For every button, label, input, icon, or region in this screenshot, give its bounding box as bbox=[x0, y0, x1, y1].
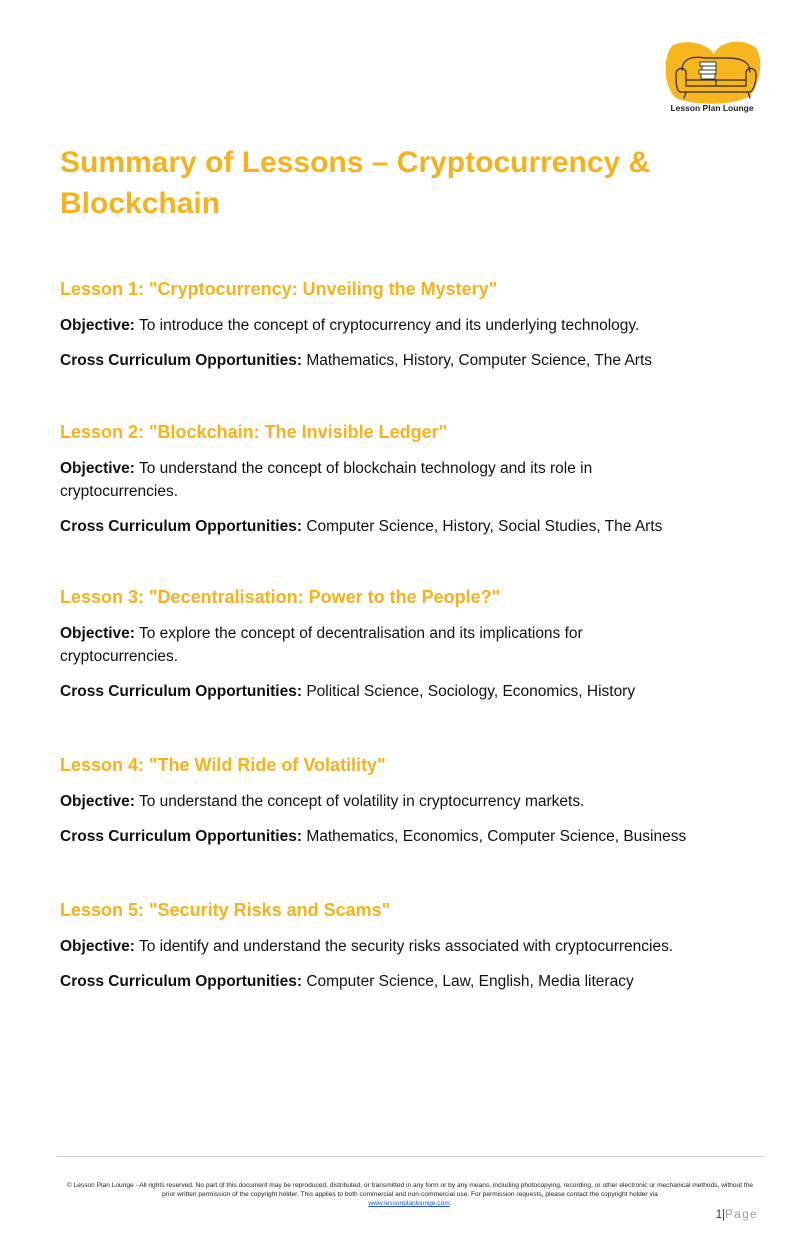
cross-text: Mathematics, Economics, Computer Science, Business bbox=[306, 828, 687, 845]
lesson-title: Lesson 4: "The Wild Ride of Volatility" bbox=[60, 755, 386, 775]
cross-text: Computer Science, History, Social Studies, The Arts bbox=[306, 518, 663, 535]
lesson-objective bbox=[60, 457, 700, 503]
objective-text: To understand the concept of blockchain technology and its role in cryptocurrencies. bbox=[60, 460, 593, 500]
logo-text: Lesson Plan Lounge bbox=[670, 103, 754, 113]
lesson-objective bbox=[60, 935, 700, 958]
cross-text: Computer Science, Law, English, Media literacy bbox=[306, 973, 634, 990]
objective-label: Objective: bbox=[60, 938, 135, 955]
cross-label: Cross Curriculum Opportunities: bbox=[60, 973, 302, 990]
lesson-cross-curriculum bbox=[60, 970, 760, 993]
lesson-cross-curriculum bbox=[60, 680, 760, 703]
cross-text: Political Science, Sociology, Economics, History bbox=[306, 683, 636, 700]
link-suffix: . bbox=[449, 1200, 452, 1207]
lesson-title: Lesson 5: "Security Risks and Scams" bbox=[60, 900, 391, 920]
lesson-5 bbox=[60, 899, 760, 993]
objective-label: Objective: bbox=[60, 793, 135, 810]
sofa-logo-icon bbox=[664, 40, 762, 104]
page-separator: | bbox=[722, 1209, 726, 1221]
lesson-objective bbox=[60, 622, 700, 668]
objective-text: To introduce the concept of cryptocurrency and its underlying technology. bbox=[138, 317, 640, 334]
lesson-objective bbox=[60, 790, 700, 813]
lesson-objective bbox=[60, 314, 700, 337]
page-number bbox=[716, 1209, 758, 1221]
objective-label: Objective: bbox=[60, 460, 135, 477]
website-link[interactable]: www.lessonplanlounge.com bbox=[368, 1200, 450, 1207]
lesson-1 bbox=[60, 278, 760, 372]
page-number-value: 1 bbox=[715, 1209, 723, 1221]
lesson-2 bbox=[60, 421, 760, 538]
objective-text: To explore the concept of decentralisation and its implications for cryptocurrencies. bbox=[60, 625, 583, 665]
lesson-4 bbox=[60, 754, 760, 848]
lesson-cross-curriculum bbox=[60, 515, 760, 538]
lesson-cross-curriculum bbox=[60, 825, 760, 848]
cross-label: Cross Curriculum Opportunities: bbox=[60, 518, 302, 535]
objective-text: To understand the concept of volatility in cryptocurrency markets. bbox=[138, 793, 585, 810]
footer-copyright bbox=[60, 1181, 760, 1208]
lesson-title: Lesson 1: "Cryptocurrency: Unveiling the Mystery" bbox=[60, 279, 498, 299]
page-title: Summary of Lessons – Cryptocurrency & Blockchain bbox=[60, 146, 651, 220]
objective-label: Objective: bbox=[60, 625, 135, 642]
copyright-text: © Lesson Plan Lounge - All rights reserved. No part of this document may be reproduced, distributed, or transmitted in any form or by any means, including photocopying, recording, or other electronic or mechanical methods, without the prior written permission of the copyright holder. This applies to both commercial and non-commercial use. For permission requests, please contact the copyright holder via bbox=[66, 1182, 754, 1198]
lesson-3 bbox=[60, 586, 760, 703]
cross-text: Mathematics, History, Computer Science, The Arts bbox=[306, 352, 653, 369]
lesson-title: Lesson 3: "Decentralisation: Power to the People?" bbox=[60, 587, 501, 607]
lesson-title: Lesson 2: "Blockchain: The Invisible Ledger" bbox=[60, 422, 448, 442]
brand-logo bbox=[664, 40, 762, 116]
objective-text: To identify and understand the security risks associated with cryptocurrencies. bbox=[138, 938, 674, 955]
objective-label: Objective: bbox=[60, 317, 135, 334]
cross-label: Cross Curriculum Opportunities: bbox=[60, 352, 302, 369]
footer-divider bbox=[57, 1156, 764, 1157]
cross-label: Cross Curriculum Opportunities: bbox=[60, 828, 302, 845]
page-word: Page bbox=[725, 1209, 758, 1221]
cross-label: Cross Curriculum Opportunities: bbox=[60, 683, 302, 700]
lesson-cross-curriculum bbox=[60, 349, 760, 372]
